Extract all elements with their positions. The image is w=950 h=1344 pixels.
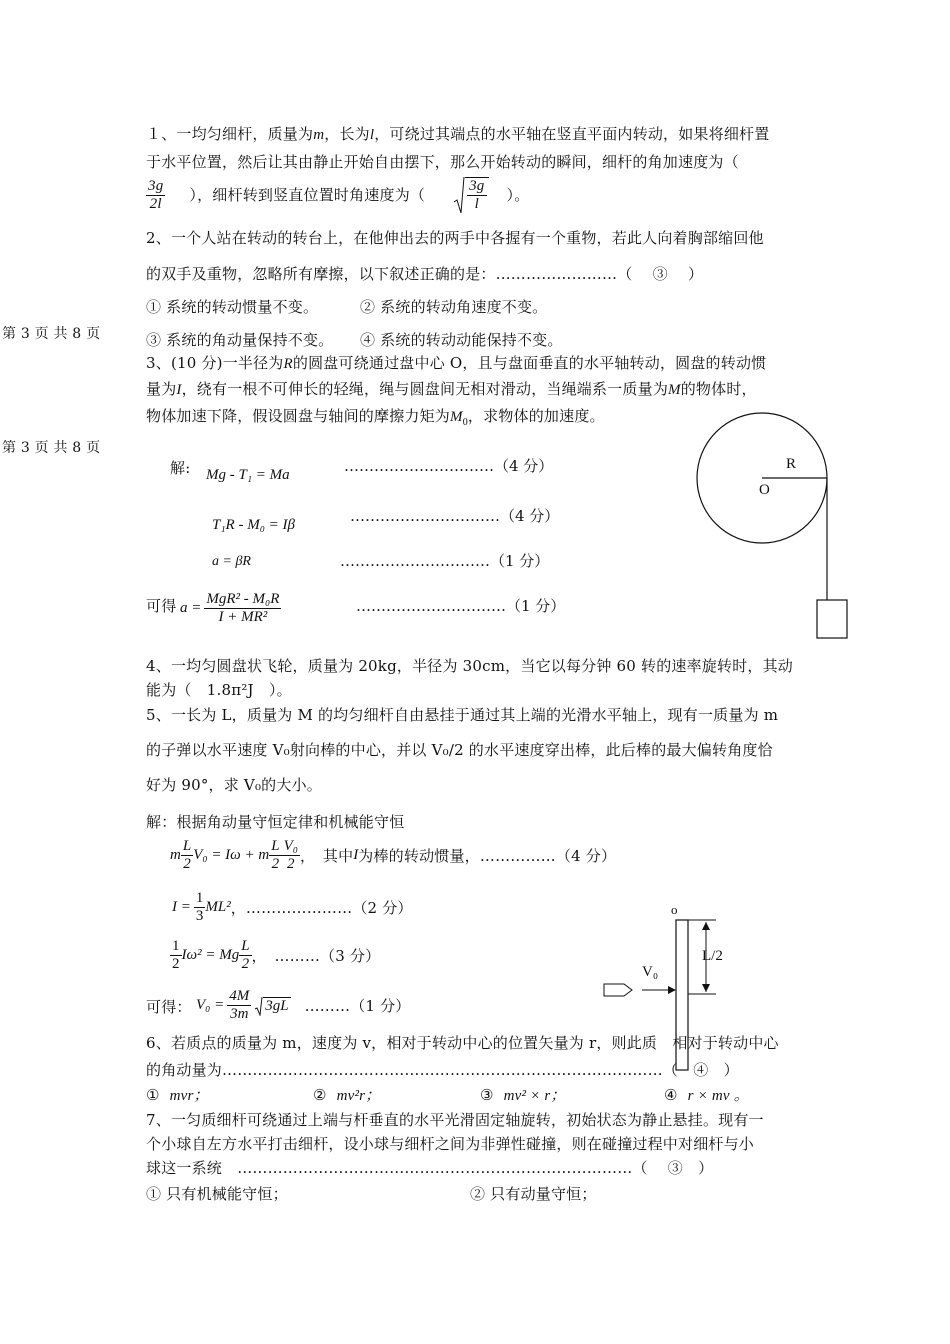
q3-eq3-score: …………………………（1 分）: [340, 552, 550, 570]
q7-line1: 7、一匀质细杆可绕通过上端与杆垂直的水平光滑固定轴旋转，初始状态为静止悬挂。现有一: [146, 1111, 764, 1129]
velocity-arrowhead: [668, 986, 676, 994]
sqrt-sign-icon: [254, 996, 263, 1016]
q5-eq3: $\frac{1}{2}$ Iω² = Mg $\frac{L}{2}$ ， ………（3 分）: [172, 938, 381, 972]
q1-answer2: $\frac{3g}{l}$: [453, 176, 488, 214]
q4-line2: 能为（ 1.8π²J ）。: [146, 681, 292, 699]
q1-answer1: $\frac{3g}{2l}$: [148, 177, 164, 212]
bullet-arrow: [604, 984, 632, 996]
q3-line3: 物体加速下降，假设圆盘与轴间的摩擦力矩为$M_0$，求物体的加速度。: [146, 407, 605, 428]
q1-line3: $\frac{3g}{2l}$ ），细杆转到竖直位置时角速度为（ $\frac{3g}{l}$ ）。: [148, 177, 530, 212]
q3-result-score: …………………………（1 分）: [356, 597, 566, 615]
q2-line1: 2、一个人站在转动的转台上，在他伸出去的两手中各握有一个重物，若此人向着胸部缩回他: [146, 229, 764, 247]
q7-option-2: ② 只有动量守恒；: [470, 1185, 597, 1203]
q5-line3: 好为 90°，求 V₀的大小。: [146, 776, 322, 794]
disk-pulley-diagram: [695, 400, 865, 645]
q3-eq3: a = βR: [212, 554, 251, 569]
q1-line1: １、一均匀细杆，质量为m，长为l，可绕过其端点的水平轴在竖直平面内转动，如果将细杆置: [146, 125, 770, 143]
q5-solution-intro: 解：根据角动量守恒定律和机械能守恒: [146, 813, 405, 831]
page-label-2: 第 3 页 共 8 页: [2, 440, 101, 456]
hanging-block: [817, 600, 847, 638]
q3-line2: 量为I，绕有一根不可伸长的轻绳，绳与圆盘间无相对滑动，当绳端系一质量为M的物体时，: [146, 380, 757, 398]
q7-line2: 个小球自左方水平打击细杆，设小球与细杆之间为非弹性碰撞，则在碰撞过程中对细杆与小: [146, 1135, 755, 1153]
q3-eq1: Mg - T₁ = Ma: [206, 467, 290, 483]
q6-option-1: ① mvr；: [146, 1086, 209, 1104]
disk-radius-label: R: [786, 456, 797, 472]
q2-option-1: ① 系统的转动惯量不变。: [146, 298, 319, 316]
q5-line2: 的子弹以水平速度 V₀射向棒的中心，并以 V₀/2 的水平速度穿出棒，此后棒的最大偏转角度恰: [146, 741, 773, 759]
q5-eq2: I = $\frac{1}{3}$ ML² ，…………………（2 分）: [172, 890, 413, 924]
page-label-1: 第 3 页 共 8 页: [2, 326, 101, 342]
q6-option-2: ② mv²r；: [313, 1086, 381, 1104]
q2-line2: 的双手及重物，忽略所有摩擦，以下叙述正确的是：……………………（ ③ ）: [146, 265, 704, 283]
q6-option-3: ③ mv² × r；: [480, 1086, 566, 1104]
rod-pivot-label: o: [671, 902, 678, 917]
bullet-velocity-label: V₀: [642, 964, 659, 980]
rod-half-length-label: L/2: [702, 948, 723, 964]
q5-result: V₀ = $\frac{4M}{3m}$ 3gL ………（1 分）: [196, 988, 411, 1022]
q6-option-4: ④ r × mv 。: [664, 1086, 749, 1104]
q2-option-3: ③ 系统的角动量保持不变。: [146, 331, 334, 349]
q5-line1: 5、一长为 L，质量为 M 的均匀细杆自由悬挂于通过其上端的光滑水平轴上，现有一质量为 m: [146, 706, 779, 724]
q3-result: a = $\frac{\text{MgR² - M₀R}}{\text{I + MR²}}$: [180, 591, 280, 625]
arrow-down-head: [702, 984, 710, 992]
q3-eq2: T₁R - M₀ = Iβ: [212, 517, 296, 533]
q7-line3: 球这一系统 ……………………………………………………………………（ ③ ）: [146, 1159, 714, 1177]
disk-center-label: O: [759, 482, 770, 498]
q3-result-label: 可得: [146, 597, 177, 615]
q6-line2: 的角动量为……………………………………………………………………………（ ④ ）: [146, 1061, 739, 1079]
q3-eq2-score: …………………………（4 分）: [350, 507, 560, 525]
q2-option-4: ④ 系统的转动动能保持不变。: [360, 331, 563, 349]
q2-option-2: ② 系统的转动角速度不变。: [360, 298, 548, 316]
sqrt-sign-icon: [453, 176, 465, 214]
q6-line1: 6、若质点的质量为 m，速度为 v，相对于转动中心的位置矢量为 r，则此质 相对于转动中心: [146, 1034, 779, 1052]
q5-result-label: 可得：: [146, 998, 192, 1016]
q1-line2: 于水平位置，然后让其由静止开始自由摆下，那么开始转动的瞬间，细杆的角加速度为（: [146, 153, 739, 171]
q7-option-1: ① 只有机械能守恒；: [146, 1185, 288, 1203]
q3-eq1-score: …………………………（4 分）: [344, 457, 554, 475]
q4-line1: 4、一均匀圆盘状飞轮，质量为 20kg，半径为 30cm，当它以每分钟 60 转的速率旋转时，其动: [146, 657, 793, 675]
q3-line1: 3、(10 分)一半径为R的圆盘可绕通过盘中心 O，且与盘面垂直的水平轴转动，圆盘的转动惯: [146, 354, 767, 372]
q5-eq1: m $\frac{L}{2}$ V₀ = Iω + m $\frac{L}{2}$ $\frac{\text{V₀}}{2}$ ， 其中 I 为棒的转动惯量，……………（4 分）: [170, 838, 617, 872]
q3-solution-label: 解:: [170, 459, 191, 477]
arrow-up-head: [702, 922, 710, 930]
